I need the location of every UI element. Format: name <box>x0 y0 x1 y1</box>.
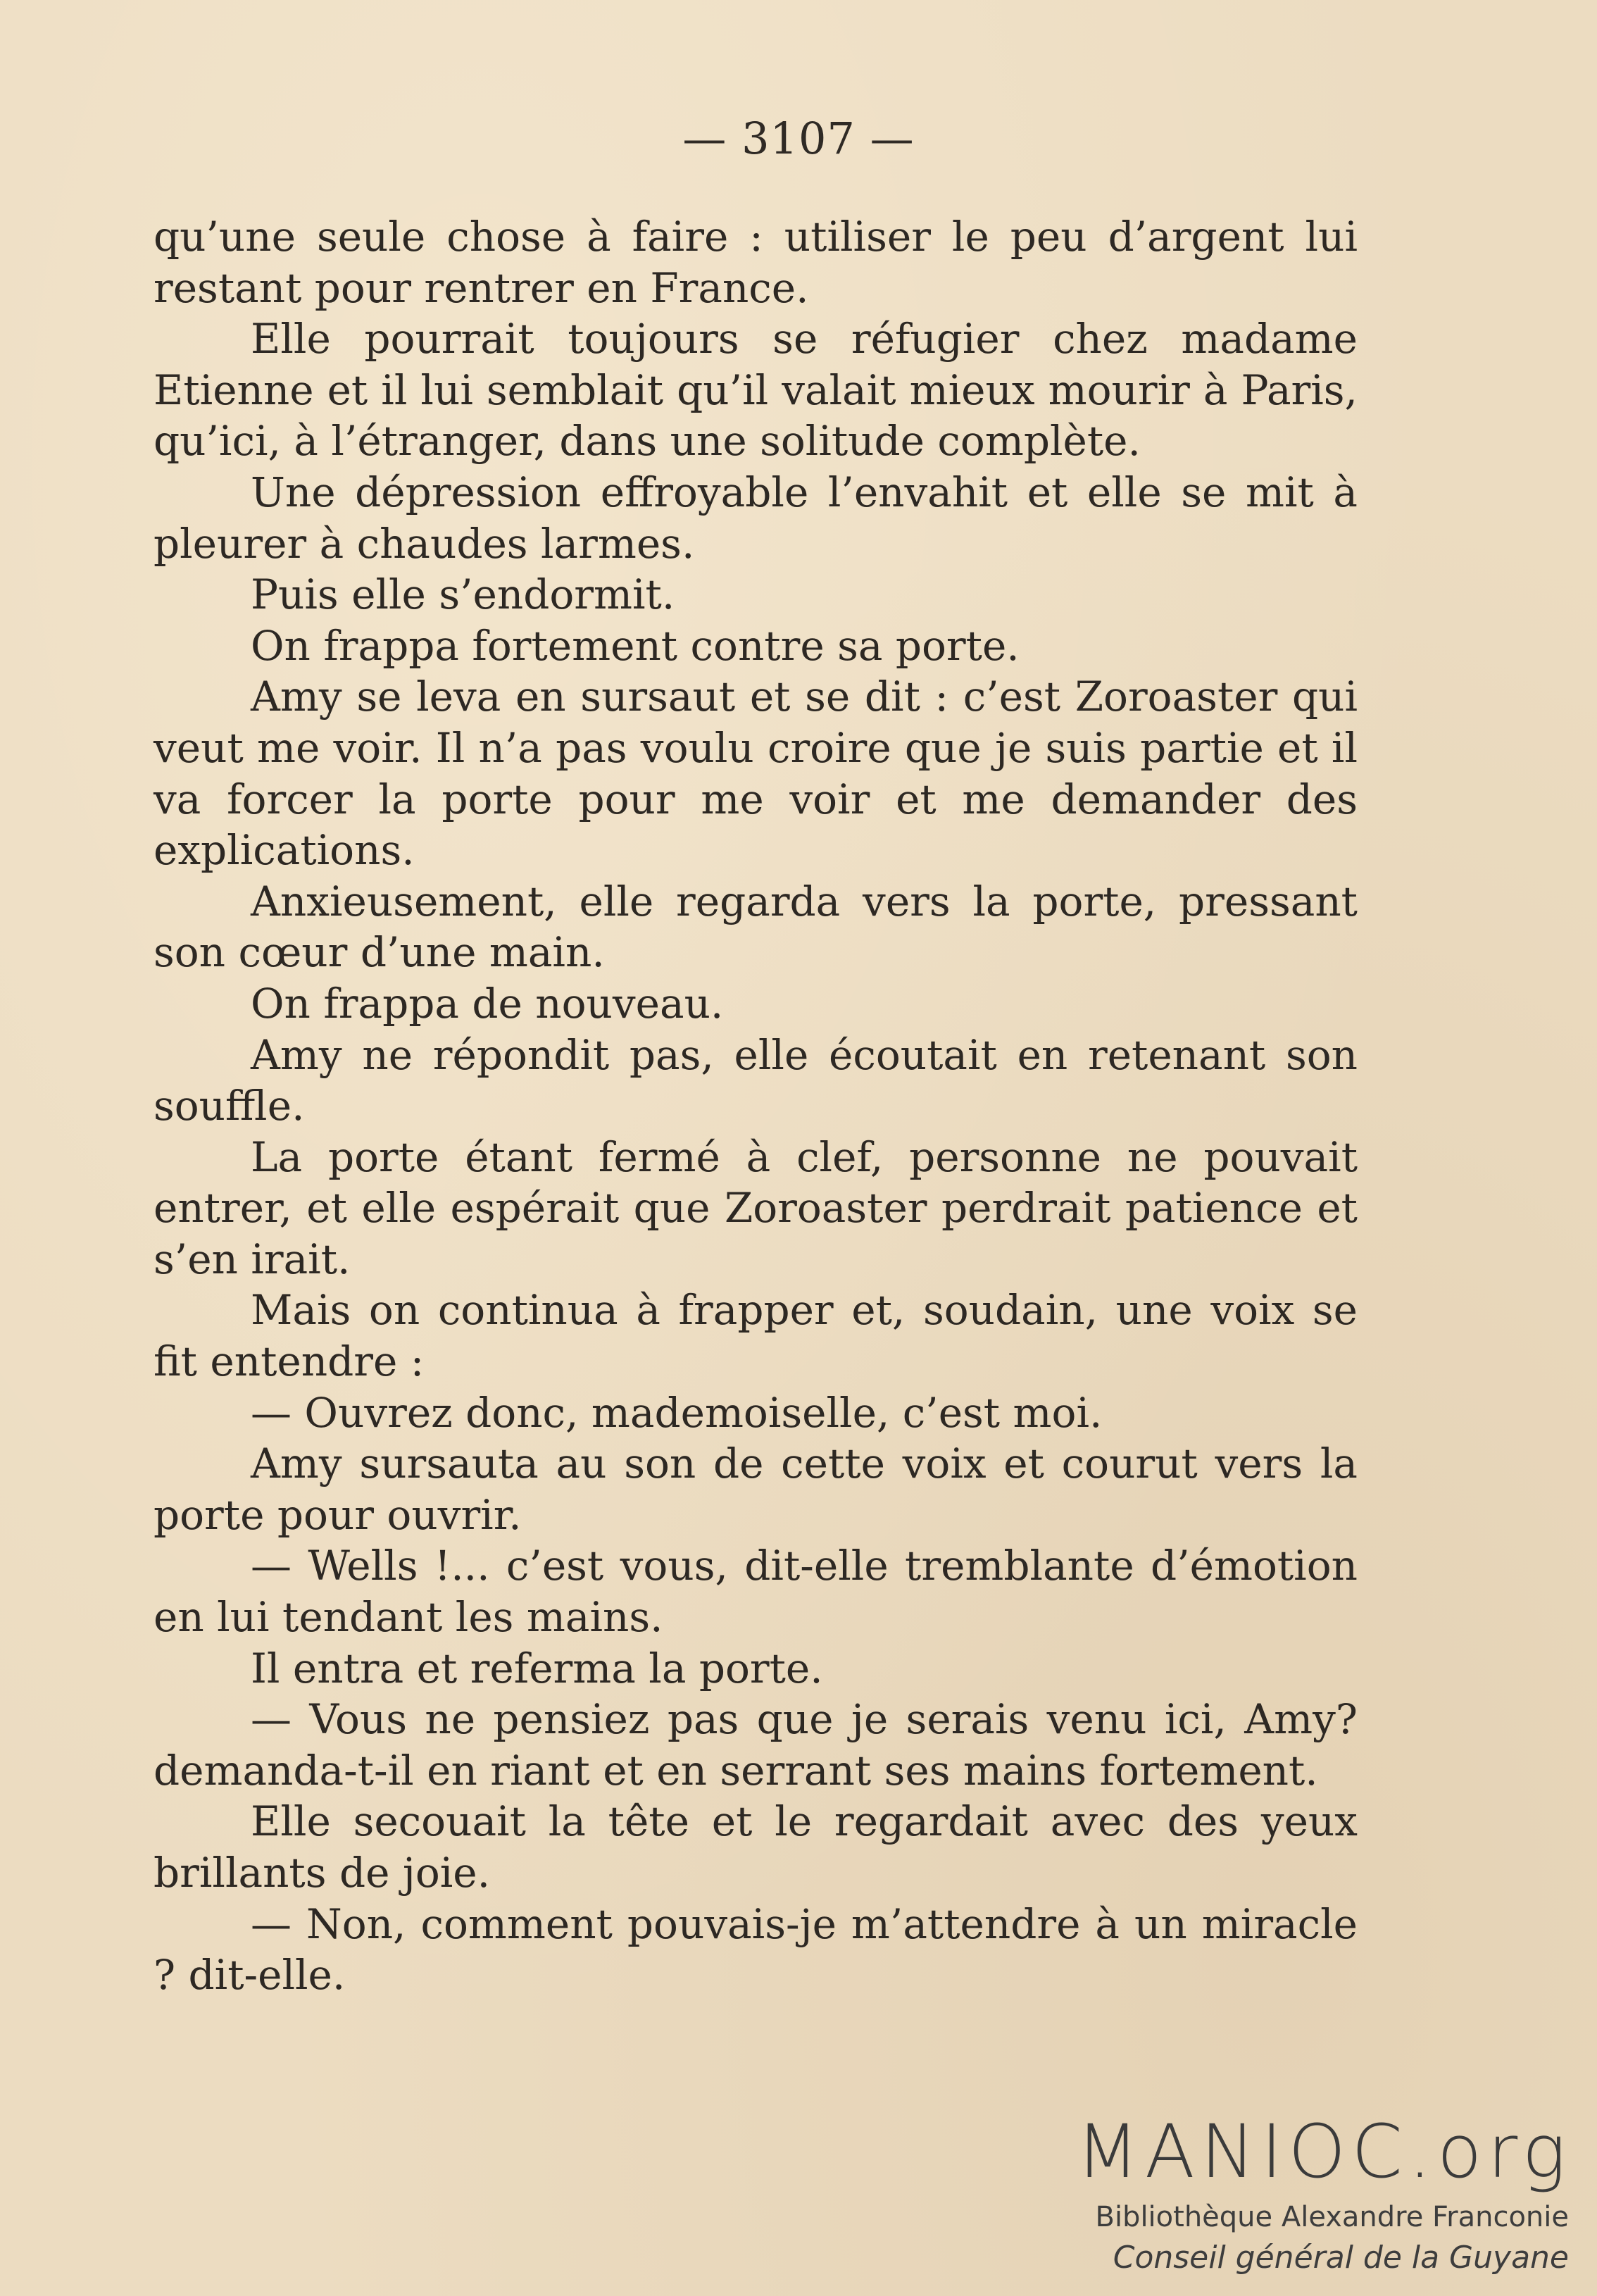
paragraph-1: qu’une seule chose à faire : utiliser le peu d’argent lui restant pour rentrer en France. <box>154 213 1358 312</box>
paragraph-18: — Non, comment pouvais-je m’attendre à un miracle ? dit-elle. <box>154 1899 1358 1999</box>
paragraph-6: Amy se leva en sursaut et se dit : c’est Zoroaster qui veut me voir. Il n’a pas voulu croire que je suis partie et il va forcer la porte pour me voir et me demander des explications. <box>154 673 1358 875</box>
paragraph-17: Elle secouait la tête et le regardait avec des yeux brillants de joie. <box>154 1797 1358 1897</box>
paragraph-11: Mais on continua à frapper et, soudain, une voix se fit entendre : <box>154 1286 1358 1386</box>
paragraph-13: Amy sursauta au son de cette voix et courut vers la porte pour ouvrir. <box>154 1440 1358 1539</box>
paragraph-4: Puis elle s’endormit. <box>251 570 675 619</box>
library-name: Bibliothèque Alexandre Franconie <box>1095 2201 1569 2233</box>
paragraph-9: Amy ne répondit pas, elle écoutait en retenant son souffle. <box>154 1030 1358 1130</box>
manioc-watermark <box>1076 2109 1572 2279</box>
manioc-logo: MANIOC.org <box>1076 2109 1572 2195</box>
paragraph-3: Une dépression effroyable l’envahit et elle se mit à pleurer à chaudes larmes. <box>154 468 1358 568</box>
paragraph-5: On frappa fortement contre sa porte. <box>251 621 1020 670</box>
council-name: Conseil général de la Guyane <box>1113 2240 1569 2276</box>
paragraph-14: — Wells !... c’est vous, dit-elle tremblante d’émotion en lui tendant les mains. <box>154 1542 1358 1642</box>
paragraph-2: Elle pourrait toujours se réfugier chez madame Etienne et il lui semblait qu’il valait mieux mourir à Paris, qu’ici, à l’étranger, dans une solitude complète. <box>154 315 1358 466</box>
paragraph-15: Il entra et referma la porte. <box>251 1644 823 1692</box>
page-number: — 3107 — <box>682 113 915 164</box>
paragraph-8: On frappa de nouveau. <box>251 979 724 1028</box>
body-text <box>154 211 1358 2001</box>
paragraph-7: Anxieusement, elle regarda vers la porte, pressant son cœur d’une main. <box>154 877 1358 977</box>
paragraph-16: — Vous ne pensiez pas que je serais venu ici, Amy? demanda-t-il en riant et en serrant ses mains fortement. <box>154 1695 1358 1795</box>
paragraph-12: — Ouvrez donc, mademoiselle, c’est moi. <box>251 1388 1103 1437</box>
paragraph-10: La porte étant fermé à clef, personne ne pouvait entrer, et elle espérait que Zoroaster perdrait patience et s’en irait. <box>154 1133 1358 1283</box>
